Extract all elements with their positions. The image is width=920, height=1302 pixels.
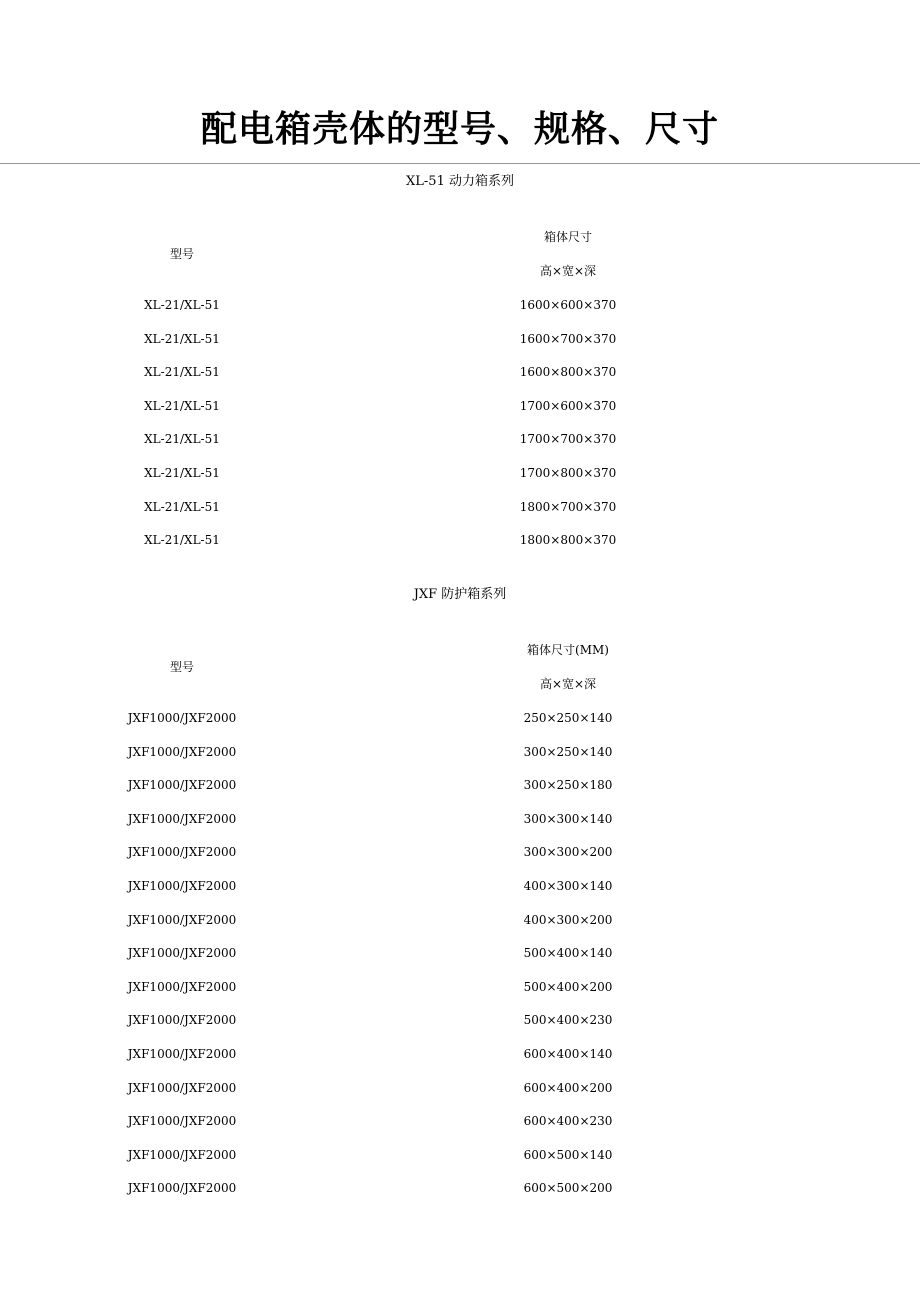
size-cell: 300×300×140 bbox=[523, 812, 613, 826]
size-cell: 600×400×230 bbox=[523, 1114, 613, 1128]
section-title: JXF 防护箱系列 bbox=[413, 587, 507, 602]
model-cell: XL-21/XL-51 bbox=[144, 432, 220, 446]
model-cell: JXF1000/JXF2000 bbox=[127, 1148, 237, 1162]
size-cell: 1700×800×370 bbox=[519, 466, 617, 480]
model-cell: JXF1000/JXF2000 bbox=[127, 1013, 237, 1027]
size-cell: 500×400×230 bbox=[523, 1013, 613, 1027]
header-model: 型号 bbox=[169, 660, 194, 674]
model-cell: JXF1000/JXF2000 bbox=[127, 879, 237, 893]
model-cell: JXF1000/JXF2000 bbox=[127, 913, 237, 927]
model-cell: XL-21/XL-51 bbox=[144, 466, 220, 480]
size-cell: 1600×700×370 bbox=[519, 332, 617, 346]
size-cell: 300×250×180 bbox=[523, 778, 613, 792]
size-cell: 1600×600×370 bbox=[519, 298, 617, 312]
size-cell: 1600×800×370 bbox=[519, 365, 617, 379]
model-cell: JXF1000/JXF2000 bbox=[127, 1181, 237, 1195]
model-cell: JXF1000/JXF2000 bbox=[127, 946, 237, 960]
page-title: 配电箱壳体的型号、规格、尺寸 bbox=[200, 109, 719, 150]
model-cell: JXF1000/JXF2000 bbox=[127, 778, 237, 792]
size-cell: 1700×700×370 bbox=[519, 432, 617, 446]
size-cell: 400×300×200 bbox=[523, 913, 613, 927]
size-cell: 500×400×200 bbox=[523, 980, 613, 994]
model-cell: XL-21/XL-51 bbox=[144, 332, 220, 346]
size-cell: 1700×600×370 bbox=[519, 399, 617, 413]
model-cell: XL-21/XL-51 bbox=[144, 365, 220, 379]
title-divider bbox=[0, 163, 920, 164]
model-cell: JXF1000/JXF2000 bbox=[127, 711, 237, 725]
header-size: 箱体尺寸(MM) bbox=[527, 643, 609, 657]
size-cell: 1800×700×370 bbox=[519, 500, 617, 514]
section-title: XL-51 动力箱系列 bbox=[406, 174, 514, 189]
size-cell: 600×400×200 bbox=[523, 1081, 613, 1095]
header-dims: 高×宽×深 bbox=[539, 264, 597, 278]
header-size: 箱体尺寸 bbox=[543, 230, 592, 244]
model-cell: JXF1000/JXF2000 bbox=[127, 1114, 237, 1128]
model-cell: JXF1000/JXF2000 bbox=[127, 1047, 237, 1061]
model-cell: XL-21/XL-51 bbox=[144, 298, 220, 312]
size-cell: 600×500×200 bbox=[523, 1181, 613, 1195]
size-cell: 400×300×140 bbox=[523, 879, 613, 893]
model-cell: XL-21/XL-51 bbox=[144, 533, 220, 547]
size-cell: 600×400×140 bbox=[523, 1047, 613, 1061]
model-cell: JXF1000/JXF2000 bbox=[127, 812, 237, 826]
size-cell: 300×300×200 bbox=[523, 845, 613, 859]
header-dims: 高×宽×深 bbox=[539, 677, 597, 691]
size-cell: 300×250×140 bbox=[523, 745, 613, 759]
model-cell: XL-21/XL-51 bbox=[144, 500, 220, 514]
size-cell: 600×500×140 bbox=[523, 1148, 613, 1162]
size-cell: 250×250×140 bbox=[523, 711, 613, 725]
model-cell: JXF1000/JXF2000 bbox=[127, 980, 237, 994]
model-cell: JXF1000/JXF2000 bbox=[127, 845, 237, 859]
model-cell: JXF1000/JXF2000 bbox=[127, 1081, 237, 1095]
header-model: 型号 bbox=[169, 247, 194, 261]
size-cell: 1800×800×370 bbox=[519, 533, 617, 547]
size-cell: 500×400×140 bbox=[523, 946, 613, 960]
model-cell: XL-21/XL-51 bbox=[144, 399, 220, 413]
model-cell: JXF1000/JXF2000 bbox=[127, 745, 237, 759]
